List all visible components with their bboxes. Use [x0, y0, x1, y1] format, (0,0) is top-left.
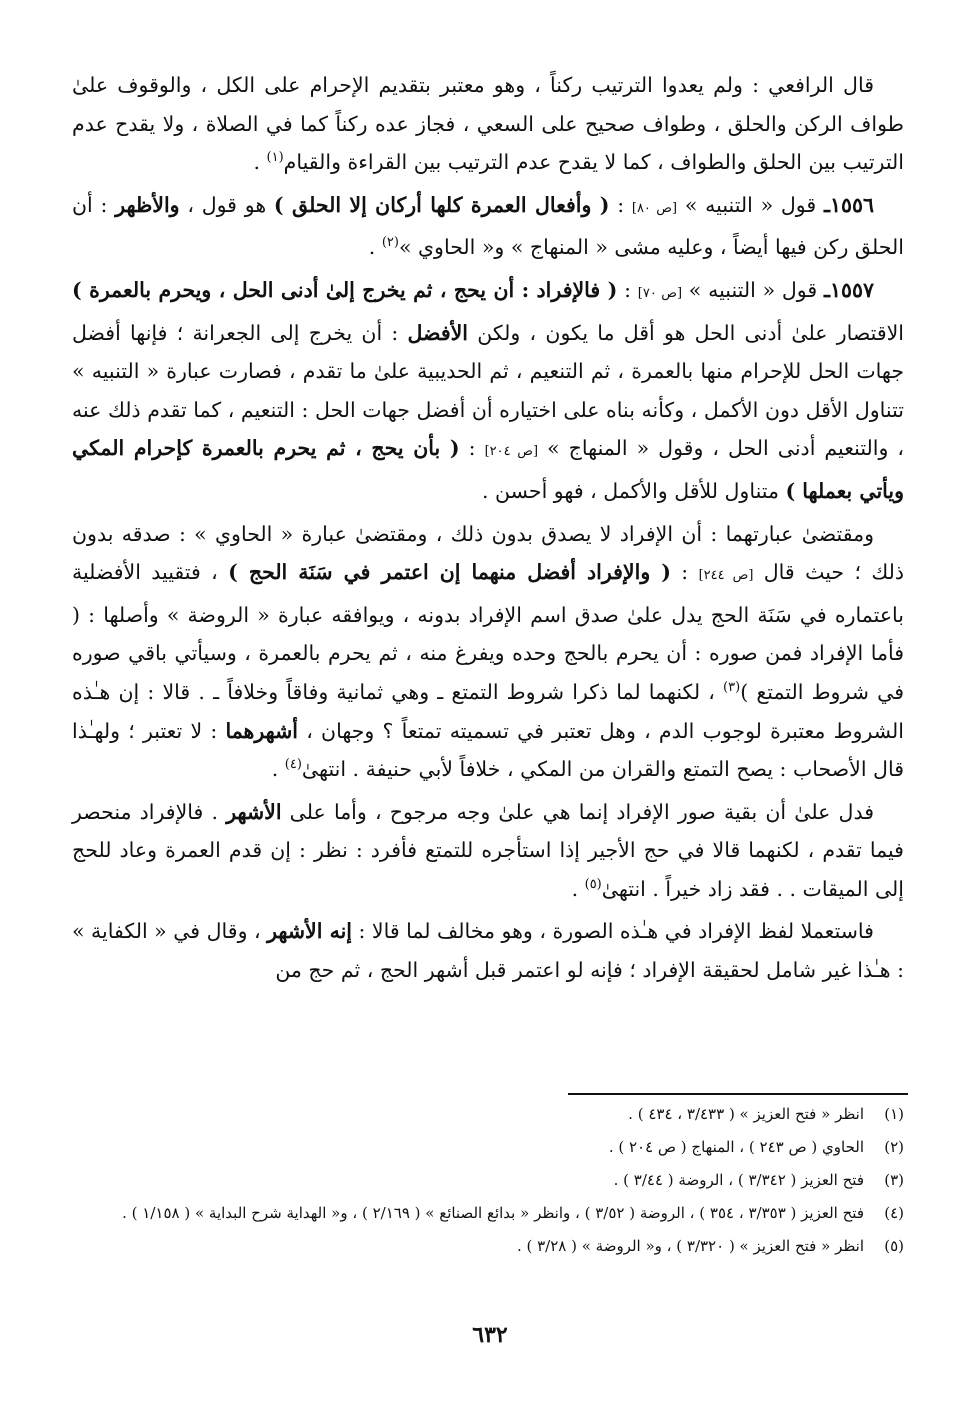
text-run: . فالإفراد منحصر فيما تقدم ، لكنهما قالا في حج الأجير إذا استأجره للتمتع فأفرد : نظر : إن قدم العمرة وعاد للحج إلى الميقات . . فقد زاد خيراً . انتهىٰ [72, 799, 904, 901]
text-run: فاستعملا لفظ الإفراد في هـٰذه الصورة ، وهو مخالف لما قالا : [351, 919, 874, 944]
text-run: فدل علىٰ أن بقية صور الإفراد إنما هي علىٰ وجه مرجوح ، وأما على [281, 799, 875, 824]
text-run: : [617, 277, 638, 302]
footnote-item [72, 1100, 904, 1128]
text-run: : لا تعتبر ؛ ولهـٰذا قال الأصحاب : يصح التمتع والقران من المكي ، خلافاً لأبي حنيفة . انتهىٰ [72, 718, 904, 782]
page-ref: [ص ٧٠] [637, 285, 683, 301]
text-run: متناول للأقل والأكمل ، فهو أحسن . [481, 478, 786, 503]
entry-number: ١٥٥٧ـ [823, 277, 875, 302]
text-run: هو قول ، [179, 192, 274, 217]
text-run: : [670, 560, 699, 585]
footnote-text: فتح العزيز ( ٣/٣٥٣ ، ٣٥٤ ) ، الروضة ( ٣/٥٢ ) ، وانظر « بدائع الصنائع » ( ٢/١٦٩ ) ، و« الهداية شرح البداية » ( ١/١٥٨ ) . [122, 1204, 864, 1222]
text-run: : أن يخرج إلى الجعرانة ؛ فإنها أفضل جهات الحل للإحرام منها بالعمرة ، ثم التنعيم ، ثم الحديبية علىٰ ما تقدم ، فصارت عبارة « التنبيه » تتناول الأقل دون الأكمل ، وكأنه بناه على اختياره أن أفضل جهات الحل : التنعيم ، كما تقدم ذلك عنه ، والتنعيم أدنى الحل ، وقول « المنهاج » [72, 320, 904, 461]
entry-number: ١٥٥٦ـ [823, 192, 874, 217]
footnote-text: انظر « فتح العزيز » ( ٣/٤٣٣ ، ٤٣٤ ) . [628, 1105, 864, 1123]
footnote-number: (١) [884, 1105, 904, 1123]
footnote-text: فتح العزيز ( ٣/٣٤٢ ) ، الروضة ( ٣/٤٤ ) . [613, 1171, 864, 1189]
quoted-matn: ( فالإفراد : أن يحج ، ثم يخرج إلىٰ أدنى الحل ، ويحرم بالعمرة ) [72, 277, 618, 302]
footnote-item [72, 1232, 904, 1260]
text-run: ، فتقييد الأفضلية باعتماره في سَنَة الحج يدل علىٰ صدق اسم الإفراد بدونه ، ويوافقه عبارة « الروضة » وأصلها : ( فأما الإفراد فمن صوره : أن يحرم بالحج وحده ويفرغ منه ، ثم يحرم بالعمرة ، وسيأتي باقي صوره في شروط التمتع ) [72, 560, 905, 704]
text-run: الاقتصار علىٰ أدنى الحل هو أقل ما يكون ، ولكن [468, 320, 905, 345]
footnote-ref: (٢) [381, 235, 399, 251]
footnote-text: الحاوي ( ص ٢٤٣ ) ، المنهاج ( ص ٢٠٤ ) . [608, 1138, 864, 1156]
footnote-ref: (٣) [723, 680, 741, 696]
text-run: : [459, 436, 485, 461]
paragraph-6 [72, 912, 904, 989]
footnote-number: (٤) [884, 1204, 904, 1222]
footnote-ref: (٤) [284, 757, 302, 773]
footnote-number: (٢) [884, 1138, 904, 1156]
text-run: قال الرافعي : ولم يعدوا الترتيب ركناً ، وهو معتبر بتقديم الإحرام على الكل ، والوقوف علىٰ طواف الركن والحلق ، وطواف صحيح على السعي ، فجاز عده ركناً كما في الصلاة ، ولا يقدح عدم الترتيب بين الحلق والطواف ، كما لا يقدح عدم الترتيب بين القراءة والقيام [72, 73, 904, 175]
paragraph-4 [72, 515, 904, 789]
text-run: ، وقال في « الكفاية » : هـٰذا غير شامل لحقيقة الإفراد ؛ فإنه لو اعتمر قبل أشهر الحج ، ثم حج من [72, 919, 904, 983]
page-number: ٦٣٢ [472, 1322, 508, 1348]
page-ref: [ص ٢٤٤] [698, 568, 754, 584]
page-ref: [ص ٨٠] [631, 200, 678, 216]
bold-term: الأفضل [407, 320, 469, 345]
quoted-matn: ( وأفعال العمرة كلها أركان إلا الحلق ) [273, 192, 610, 217]
footnote-ref: (١) [266, 150, 284, 166]
quoted-matn: ( بأن يحج ، ثم يحرم بالعمرة كإحرام المكي ويأتي بعملها ) [72, 436, 904, 503]
text-run: : [609, 192, 632, 217]
footnote-item [72, 1199, 904, 1227]
bold-term: أشهرهما [225, 718, 298, 743]
text-run: ومقتضىٰ عبارتهما : أن الإفراد لا يصدق بدون ذلك ، ومقتضىٰ عبارة « الحاوي » : صدقه بدون ذلك ؛ حيث قال [72, 521, 904, 585]
text-run: . [253, 150, 267, 175]
footnote-separator [568, 1093, 908, 1095]
footnote-text: انظر « فتح العزيز » ( ٣/٣٢٠ ) ، و« الروضة » ( ٣/٢٨ ) . [516, 1237, 864, 1255]
footnote-number: (٣) [884, 1171, 904, 1189]
paragraph-1557 [72, 271, 904, 511]
bold-term: إنه الأشهر [267, 919, 352, 944]
quoted-matn: ( والإفراد أفضل منهما إن اعتمر في سَنَة الحج ) [228, 560, 671, 585]
footnote-number: (٥) [884, 1237, 904, 1255]
main-text [72, 66, 904, 990]
paragraph-5 [72, 793, 904, 909]
bold-term: والأظهر [115, 192, 180, 217]
text-run: قول « التنبيه » [677, 192, 824, 217]
text-run: : أن الحلق ركن فيها أيضاً ، وعليه مشى « المنهاج » و« الحاوي » [72, 192, 904, 260]
footnote-item [72, 1133, 904, 1161]
footnote-ref: (٥) [584, 877, 602, 893]
paragraph-1556 [72, 186, 904, 267]
text-run: . [571, 876, 585, 901]
footnotes [72, 1100, 904, 1265]
text-run: ، لكنهما لما ذكرا شروط التمتع ـ وهي ثمانية وفاقاً وخلافاً ـ . قالا : إن هـٰذه الشروط معتبرة لوجوب الدم ، وهل تعتبر في تسميته تمتعاً ؟ وجهان ، [72, 679, 904, 743]
text-run: . [271, 757, 285, 782]
paragraph-1 [72, 66, 904, 182]
bold-term: الأشهر [226, 799, 282, 824]
footnote-item [72, 1166, 904, 1194]
text-run: . [368, 235, 382, 260]
text-run: قول « التنبيه » [682, 277, 824, 302]
page-ref: [ص ٢٠٤] [484, 444, 539, 460]
